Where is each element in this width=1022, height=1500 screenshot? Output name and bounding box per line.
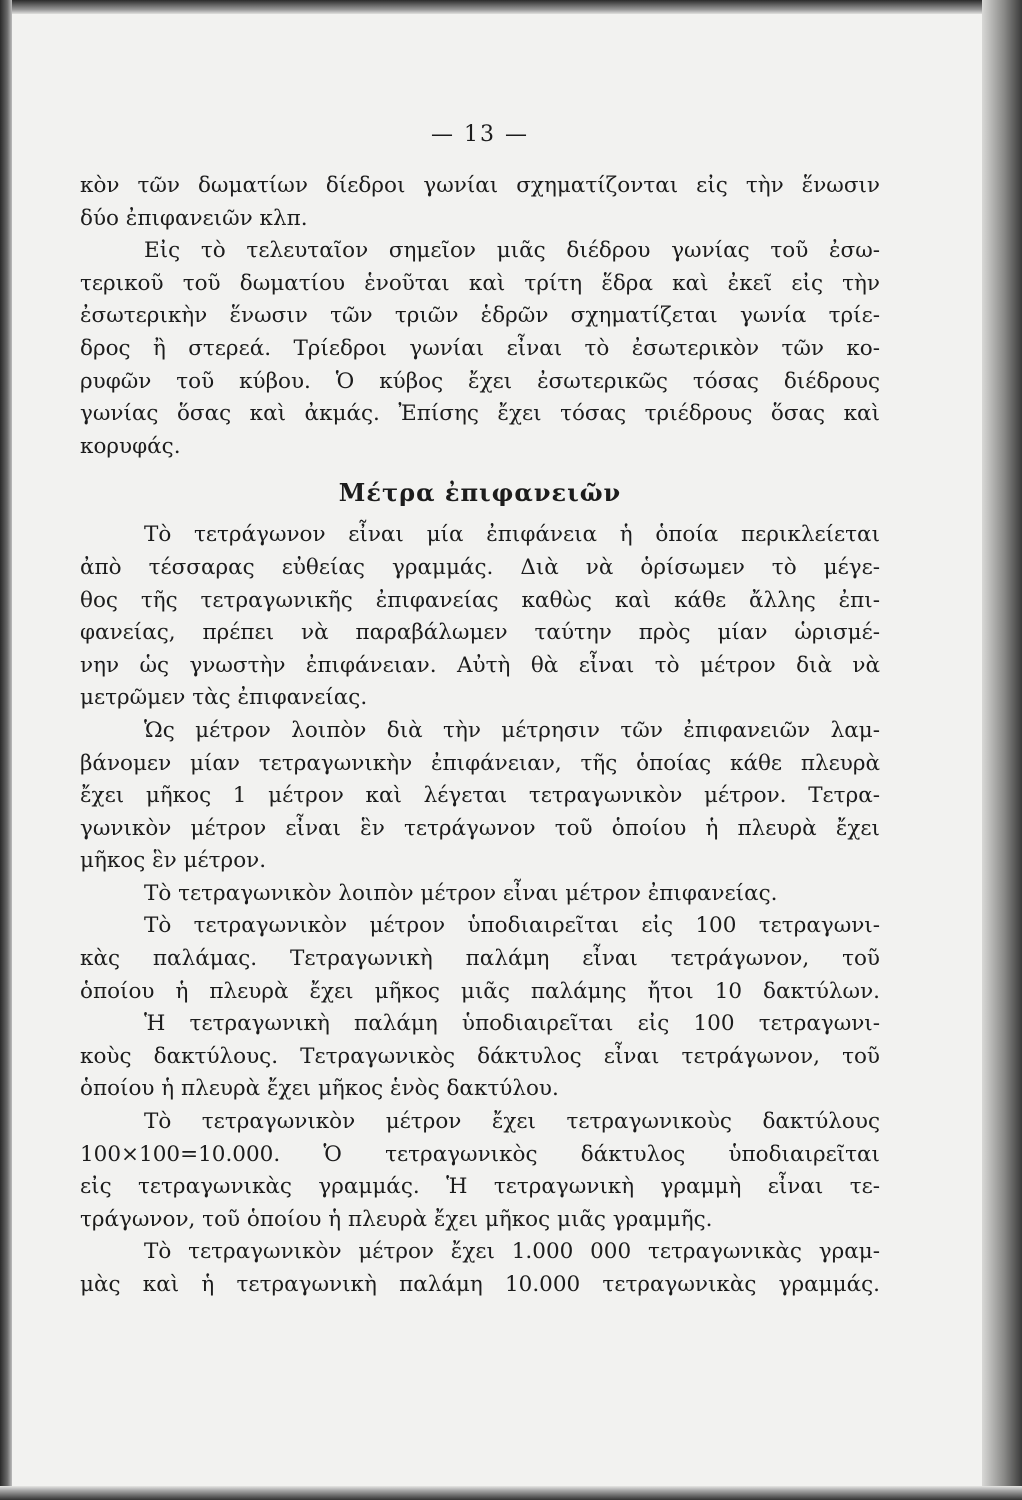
scan-edge-bottom bbox=[0, 1486, 1022, 1500]
text-line: φανείας, πρέπει νὰ παραβάλωμεν ταύτην πρὸς μίαν ὡρισμέ- bbox=[80, 620, 880, 646]
text-line: κὸν τῶν δωματίων δίεδροι γωνίαι σχηματίζονται εἰς τὴν ἕνωσιν bbox=[80, 173, 880, 198]
book-page bbox=[80, 118, 880, 1302]
section-heading: Μέτρα ἐπιφανειῶν bbox=[338, 478, 622, 508]
text-line: ἀπὸ τέσσαρας εὐθείας γραμμάς. Διὰ νὰ ὁρίσωμεν τὸ μέγε- bbox=[80, 554, 880, 580]
text-line: Τὸ τετραγωνικὸν μέτρον ἔχει τετραγωνικοὺς δακτύλους bbox=[144, 1109, 880, 1135]
page-number: — 13 — bbox=[431, 122, 529, 147]
scan-edge-left bbox=[0, 0, 12, 1500]
text-line: ἐσωτερικὴν ἕνωσιν τῶν τριῶν ἑδρῶν σχηματίζεται γωνία τρίε- bbox=[80, 303, 880, 329]
text-line: Τὸ τετράγωνον εἶναι μία ἐπιφάνεια ἡ ὁποία περικλείεται bbox=[144, 522, 880, 548]
text-line: βάνομεν μίαν τετραγωνικὴν ἐπιφάνειαν, τῆς ὁποίας κάθε πλευρὰ bbox=[80, 750, 880, 776]
text-line: θος τῆς τετραγωνικῆς ἐπιφανείας καθὼς καὶ κάθε ἄλλης ἐπι- bbox=[80, 587, 880, 613]
text-line: δρος ἢ στερεά. Τρίεδροι γωνίαι εἶναι τὸ ἐσωτερικὸν τῶν κο- bbox=[80, 335, 880, 361]
text-line: εἰς τετραγωνικὰς γραμμάς. Ἡ τετραγωνικὴ γραμμὴ εἶναι τε- bbox=[80, 1174, 880, 1200]
text-line: ρυφῶν τοῦ κύβου. Ὁ κύβος ἔχει ἐσωτερικῶς τόσας διέδρους bbox=[80, 368, 880, 394]
text-line: Τὸ τετραγωνικὸν μέτρον ὑποδιαιρεῖται εἰς 100 τετραγωνι- bbox=[144, 913, 880, 939]
text-line: γωνικὸν μέτρον εἶναι ἓν τετράγωνον τοῦ ὁποίου ἡ πλευρὰ ἔχει bbox=[80, 815, 880, 841]
text-line: Εἰς τὸ τελευταῖον σημεῖον μιᾶς διέδρου γωνίας τοῦ ἐσω- bbox=[144, 238, 880, 264]
text-line: Ἡ τετραγωνικὴ παλάμη ὑποδιαιρεῖται εἰς 100 τετραγωνι- bbox=[144, 1011, 880, 1037]
paragraph-block-2 bbox=[80, 519, 880, 1301]
scan-edge-right bbox=[982, 0, 1022, 1500]
text-line: Τὸ τετραγωνικὸν μέτρον ἔχει 1.000 000 τετραγωνικὰς γραμ- bbox=[144, 1239, 880, 1265]
text-line: ἔχει μῆκος 1 μέτρον καὶ λέγεται τετραγωνικὸν μέτρον. Τετρα- bbox=[80, 783, 880, 809]
text-line: κοὺς δακτύλους. Τετραγωνικὸς δάκτυλος εἶναι τετράγωνον, τοῦ bbox=[80, 1043, 880, 1069]
text-line: μῆκος ἓν μέτρον. bbox=[80, 848, 267, 874]
text-line: τερικοῦ τοῦ δωματίου ἑνοῦται καὶ τρίτη ἕδρα καὶ ἐκεῖ εἰς τὴν bbox=[80, 270, 880, 296]
text-line: ὁποίου ἡ πλευρὰ ἔχει μῆκος μιᾶς παλάμης ἤτοι 10 δακτύλων. bbox=[80, 978, 880, 1004]
paragraph-block-1 bbox=[80, 170, 880, 463]
text-line: 100×100=10.000. Ὁ τετραγωνικὸς δάκτυλος ὑποδιαιρεῖται bbox=[80, 1141, 880, 1167]
text-line: νην ὡς γνωστὴν ἐπιφάνειαν. Αὐτὴ θὰ εἶναι τὸ μέτρον διὰ νὰ bbox=[80, 652, 880, 678]
text-line: κὰς παλάμας. Τετραγωνικὴ παλάμη εἶναι τετράγωνον, τοῦ bbox=[80, 946, 880, 972]
scan-edge-top bbox=[0, 0, 1022, 14]
text-line: Τὸ τετραγωνικὸν λοιπὸν μέτρον εἶναι μέτρον ἐπιφανείας. bbox=[144, 880, 778, 906]
text-line: μὰς καὶ ἡ τετραγωνικὴ παλάμη 10.000 τετραγωνικὰς γραμμάς. bbox=[80, 1272, 880, 1297]
text-line: μετρῶμεν τὰς ἐπιφανείας. bbox=[80, 685, 368, 711]
text-line: δύο ἐπιφανειῶν κλπ. bbox=[80, 205, 308, 231]
text-line: Ὡς μέτρον λοιπὸν διὰ τὴν μέτρησιν τῶν ἐπιφανειῶν λαμ- bbox=[144, 717, 880, 743]
text-line: τράγωνον, τοῦ ὁποίου ἡ πλευρὰ ἔχει μῆκος μιᾶς γραμμῆς. bbox=[80, 1206, 713, 1232]
text-line: ὁποίου ἡ πλευρὰ ἔχει μῆκος ἑνὸς δακτύλου. bbox=[80, 1076, 559, 1102]
text-line: κορυφάς. bbox=[80, 433, 181, 459]
text-line: γωνίας ὅσας καὶ ἀκμάς. Ἐπίσης ἔχει τόσας τριέδρους ὅσας καὶ bbox=[80, 401, 880, 427]
